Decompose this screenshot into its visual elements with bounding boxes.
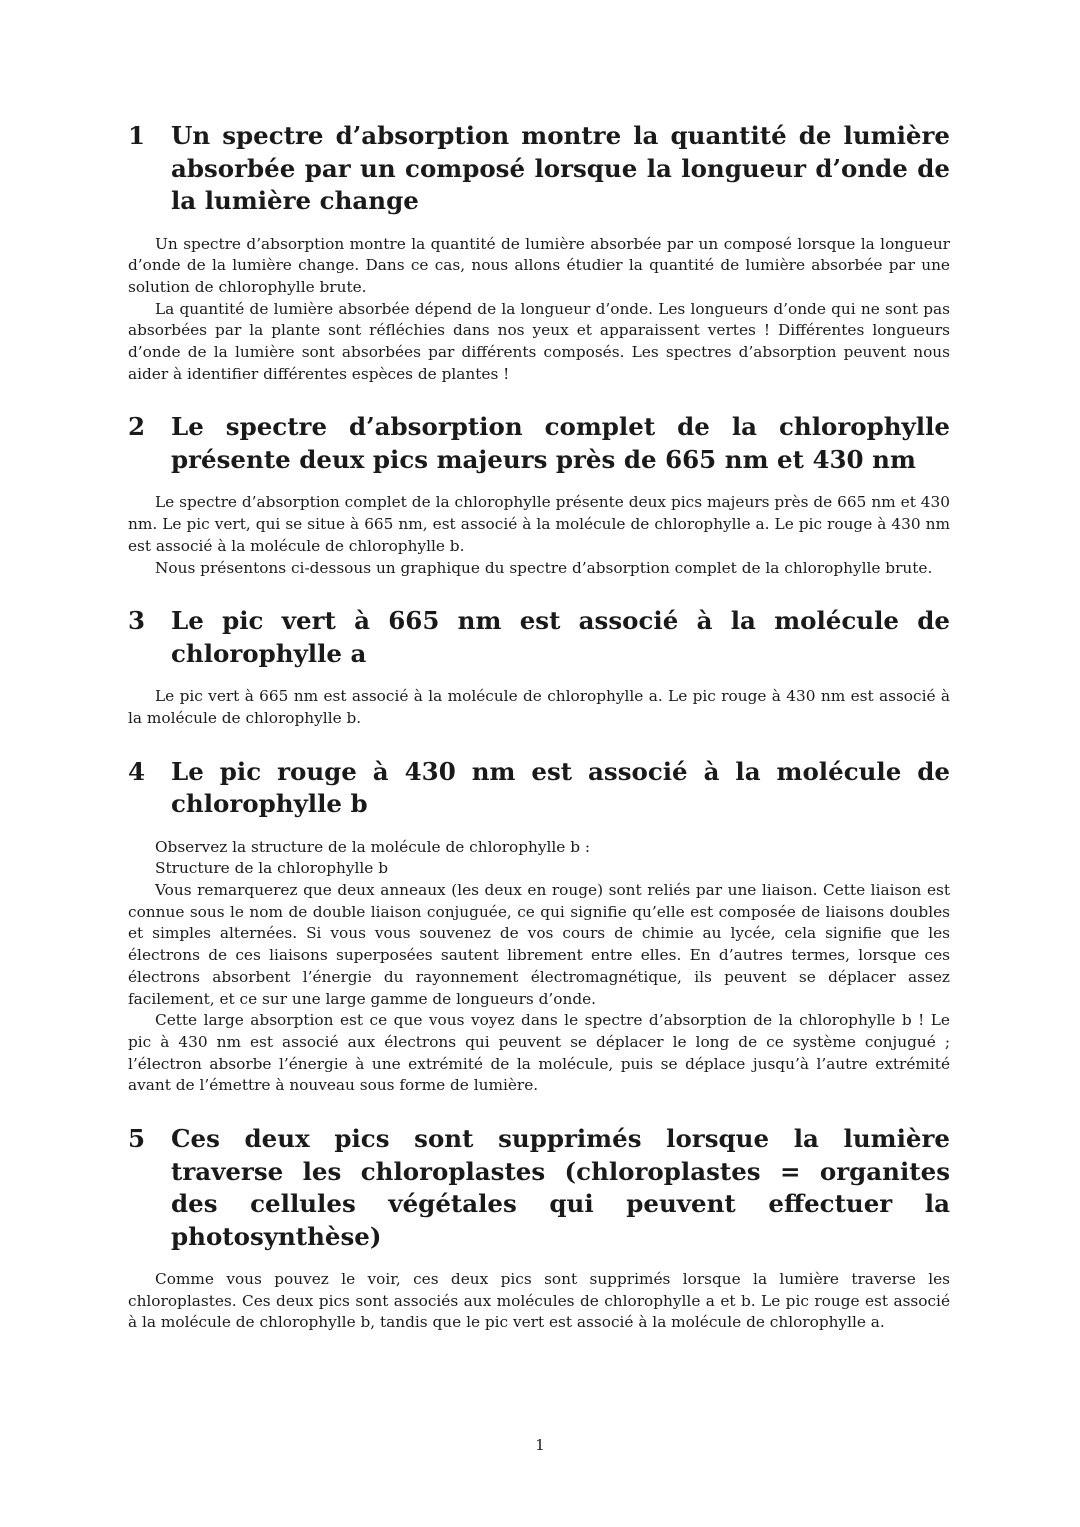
page-number: 1 <box>535 1436 545 1454</box>
section-title: Le pic vert à 665 nm est associé à la molécule de chlorophylle a <box>171 606 950 668</box>
section-heading <box>128 605 950 670</box>
document-page <box>128 120 950 1334</box>
section-5 <box>128 1123 950 1334</box>
paragraph: Un spectre d’absorption montre la quantité de lumière absorbée par un composé lorsque la longueur d’onde de la lumière change. Dans ce cas, nous allons étudier la quantité de lumière absorbée par une solution de chlorophylle brute. <box>128 234 950 296</box>
section-title: Le pic rouge à 430 nm est associé à la molécule de chlorophylle b <box>171 756 950 819</box>
paragraph: Cette large absorption est ce que vous voyez dans le spectre d’absorption de la chlorophylle b ! Le pic à 430 nm est associé aux électrons qui peuvent se déplacer le long de ce système conjugué ; l’électron absorbe l’énergie à une extrémité de la molécule, puis se déplace jusqu’à l’autre extrémité avant de l’émettre à nouveau sous forme de lumière. <box>128 1011 950 1095</box>
section-title: Un spectre d’absorption montre la quantité de lumière absorbée par un composé lorsque la longueur d’onde de la lumière change <box>171 121 950 215</box>
paragraph: Comme vous pouvez le voir, ces deux pics sont supprimés lorsque la lumière traverse les chloroplastes. Ces deux pics sont associés aux molécules de chlorophylle a et b. Le pic rouge est associé à la molécule de chlorophylle b, tandis que le pic vert est associé à la molécule de chlorophylle a. <box>128 1270 950 1332</box>
section-3 <box>128 605 950 755</box>
paragraph: Le pic vert à 665 nm est associé à la molécule de chlorophylle a. Le pic rouge à 430 nm est associé à la molécule de chlorophylle b. <box>128 687 950 727</box>
paragraph: La quantité de lumière absorbée dépend de la longueur d’onde. Les longueurs d’onde qui ne sont pas absorbées par la plante sont réfléchies dans nos yeux et apparaissent vertes ! Différentes longueurs d’onde de la lumière sont absorbées par différents composés. Les spectres d’absorption peuvent nous aider à identifier différentes espèces de plantes ! <box>128 299 950 383</box>
section-heading <box>128 1123 950 1253</box>
section-number: 1 <box>128 121 146 150</box>
section-title: Le spectre d’absorption complet de la chlorophylle présente deux pics majeurs près de 665 nm et 430 nm <box>171 412 950 474</box>
section-number: 3 <box>128 606 146 636</box>
section-number: 2 <box>128 412 146 442</box>
section-number: 5 <box>128 1124 146 1154</box>
section-title: Ces deux pics sont supprimés lorsque la lumière traverse les chloroplastes (chloroplastes = organites des cellules végétales qui peuvent effectuer la photosynthèse) <box>171 1124 950 1251</box>
section-2 <box>128 411 950 605</box>
section-heading <box>128 411 950 476</box>
section-heading <box>128 756 950 821</box>
paragraph: Nous présentons ci-dessous un graphique du spectre d’absorption complet de la chlorophylle brute. <box>155 558 933 577</box>
paragraph: Observez la structure de la molécule de chlorophylle b : <box>155 837 591 856</box>
paragraph: Vous remarquerez que deux anneaux (les deux en rouge) sont reliés par une liaison. Cette liaison est connue sous le nom de double liaison conjuguée, ce qui signifie qu’elle est composée de liaisons doubles et simples alternées. Si vous vous souvenez de vos cours de chimie au lycée, cela signifie que les électrons de ces liaisons superposées sautent librement entre elles. En d’autres termes, lorsque ces électrons absorbent l’énergie du rayonnement électromagnétique, ils peuvent se déplacer assez facilement, et ce sur une large gamme de longueurs d’onde. <box>128 881 950 1008</box>
paragraph: Structure de la chlorophylle b <box>155 859 388 878</box>
section-heading <box>128 120 950 218</box>
section-1 <box>128 120 950 411</box>
paragraph: Le spectre d’absorption complet de la chlorophylle présente deux pics majeurs près de 665 nm et 430 nm. Le pic vert, qui se situe à 665 nm, est associé à la molécule de chlorophylle a. Le pic rouge à 430 nm est associé à la molécule de chlorophylle b. <box>128 493 950 555</box>
section-number: 4 <box>128 756 146 786</box>
section-4 <box>128 756 950 1123</box>
